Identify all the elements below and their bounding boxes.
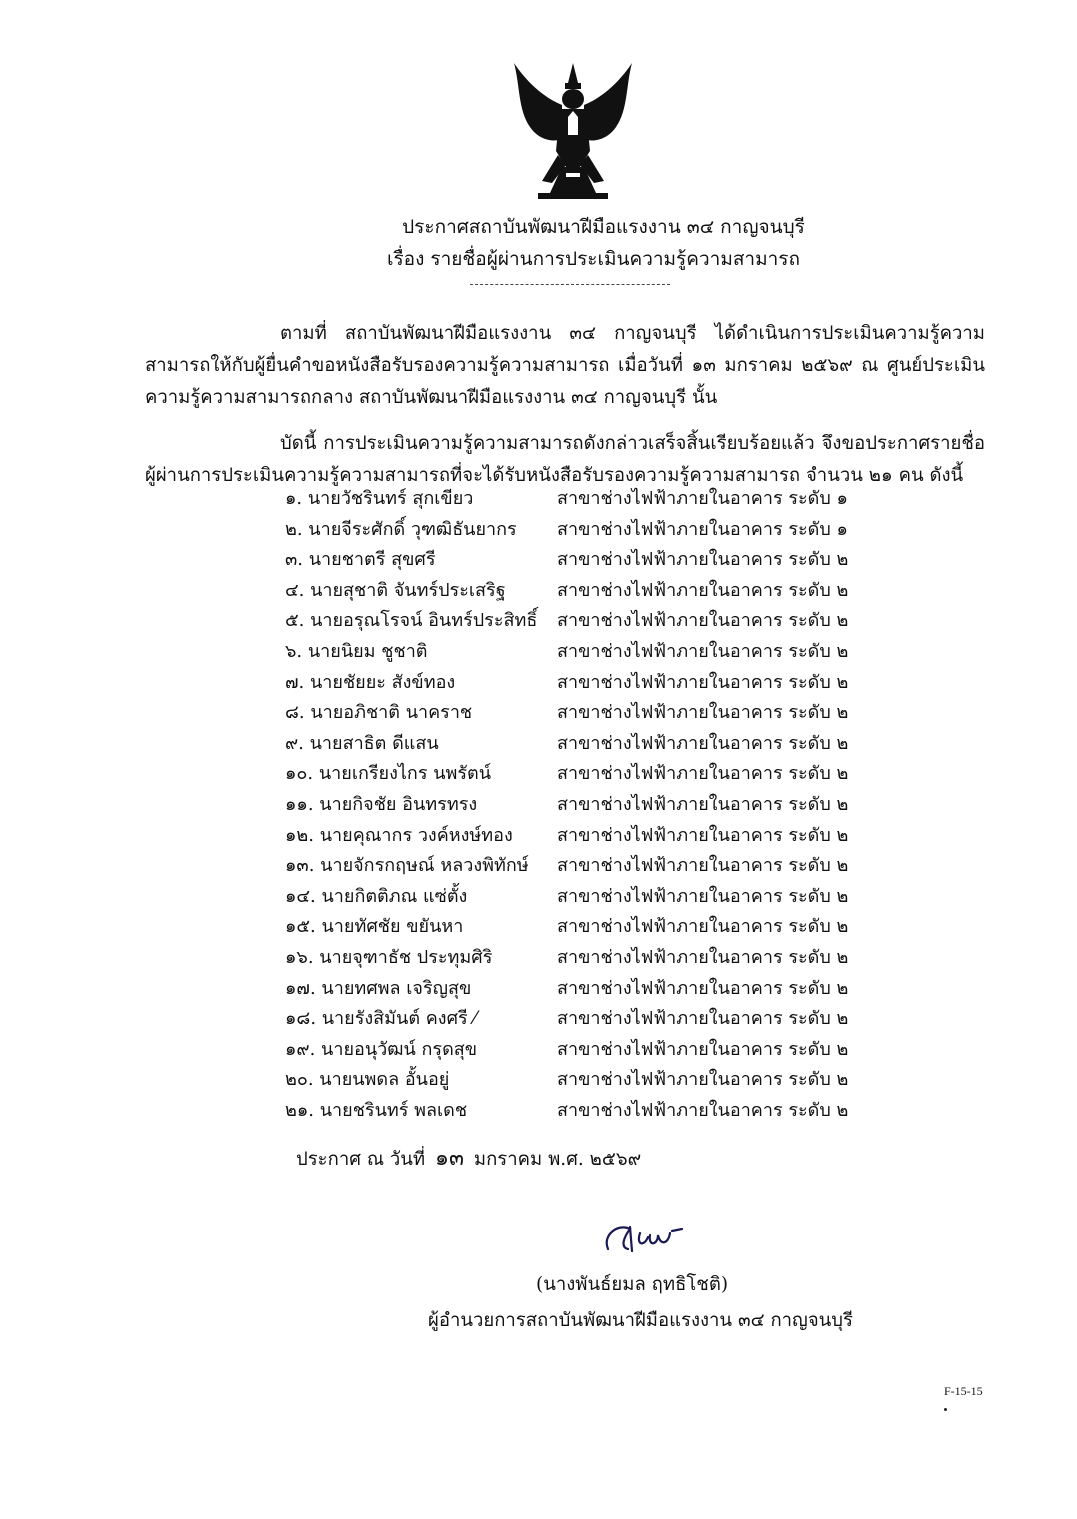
candidate-name: ๑๐. นายเกรียงไกร นพรัตน์	[285, 763, 492, 785]
list-item	[285, 789, 849, 820]
list-item	[285, 667, 849, 698]
document-number: F-15-15	[944, 1384, 983, 1398]
candidate-branch: สาขาช่างไฟฟ้าภายในอาคาร ระดับ ๒	[557, 1099, 849, 1121]
candidate-name: ๑๖. นายจุฑาธัช ประทุมศิริ	[285, 946, 493, 968]
signer-position: ผู้อำนวยการสถาบันพัฒนาฝีมือแรงงาน ๓๔ กาญจนบุรี	[428, 1310, 853, 1331]
list-item	[285, 1034, 849, 1065]
candidate-name: ๒๑. นายชรินทร์ พลเดช	[285, 1099, 468, 1121]
list-item	[285, 881, 849, 912]
candidate-branch: สาขาช่างไฟฟ้าภายในอาคาร ระดับ ๒	[557, 1008, 849, 1030]
candidate-branch: สาขาช่างไฟฟ้าภายในอาคาร ระดับ ๒	[557, 855, 849, 877]
candidate-branch: สาขาช่างไฟฟ้าภายในอาคาร ระดับ ๒	[557, 610, 849, 632]
scan-speck	[944, 1408, 947, 1411]
candidate-name: ๒๐. นายนพดล อั้นอยู่	[285, 1069, 450, 1091]
list-item	[285, 575, 849, 606]
candidate-branch: สาขาช่างไฟฟ้าภายในอาคาร ระดับ ๒	[557, 916, 849, 938]
candidate-name: ๑. นายวัชรินทร์ สุกเขียว	[285, 488, 474, 509]
candidate-name: ๑๒. นายคุณากร วงค์หงษ์ทอง	[285, 824, 513, 846]
candidate-branch: สาขาช่างไฟฟ้าภายในอาคาร ระดับ ๒	[557, 946, 849, 968]
list-item	[285, 605, 849, 636]
announce-suffix: มกราคม พ.ศ. ๒๕๖๙	[473, 1149, 642, 1170]
list-item	[285, 544, 849, 575]
list-item	[285, 1095, 849, 1126]
announcement-subject: เรื่อง รายชื่อผู้ผ่านการประเมินความรู้ความสามารถ	[386, 248, 801, 270]
candidate-name: ๖. นายนิยม ชูชาติ	[285, 640, 428, 662]
garuda-emblem-icon	[508, 55, 638, 205]
candidate-name: ๕. นายอรุณโรจน์ อินทร์ประสิทธิ์	[285, 610, 538, 632]
list-item	[285, 820, 849, 851]
handwritten-signature	[600, 1215, 690, 1260]
list-item	[285, 483, 848, 514]
candidate-name: ๔. นายสุชาติ จันทร์ประเสริฐ	[285, 579, 506, 601]
candidate-branch: สาขาช่างไฟฟ้าภายในอาคาร ระดับ ๒	[557, 1069, 849, 1091]
candidate-branch: สาขาช่างไฟฟ้าภายในอาคาร ระดับ ๒	[557, 885, 849, 907]
candidate-branch: สาขาช่างไฟฟ้าภายในอาคาร ระดับ ๒	[557, 671, 849, 693]
list-item	[285, 728, 849, 759]
signer-name: (นางพันธ์ยมล ฤทธิโชติ)	[536, 1274, 729, 1295]
list-item	[285, 942, 849, 973]
candidate-branch: สาขาช่างไฟฟ้าภายในอาคาร ระดับ ๑	[557, 518, 848, 540]
list-item	[285, 697, 849, 728]
list-item	[285, 1003, 849, 1034]
announcement-date	[296, 1140, 641, 1175]
list-item	[285, 1064, 849, 1095]
list-item	[285, 850, 849, 881]
candidate-branch: สาขาช่างไฟฟ้าภายในอาคาร ระดับ ๒	[557, 824, 849, 846]
announcement-title: ประกาศสถาบันพัฒนาฝีมือแรงงาน ๓๔ กาญจนบุรี	[402, 216, 805, 238]
list-item	[285, 973, 849, 1004]
candidate-name: ๑๗. นายทศพล เจริญสุข	[285, 977, 472, 999]
candidate-name: ๑๓. นายจักรกฤษณ์ หลวงพิทักษ์	[285, 855, 529, 877]
candidate-name: ๑๔. นายกิตติภณ แซ่ตั้ง	[285, 885, 468, 907]
candidate-branch: สาขาช่างไฟฟ้าภายในอาคาร ระดับ ๑	[557, 488, 848, 509]
candidate-name: ๑๘. นายรังสิมันต์ คงศรี ⁄	[285, 1008, 477, 1030]
candidate-branch: สาขาช่างไฟฟ้าภายในอาคาร ระดับ ๒	[557, 702, 849, 724]
candidate-name: ๙. นายสาธิต ดีแสน	[285, 732, 439, 754]
paragraph-result: บัดนี้ การประเมินความรู้ความสามารถดังกล่าวเสร็จสิ้นเรียบร้อยแล้ว จึงขอประกาศรายชื่อผู้ผ่านการประเมินความรู้ความสามารถที่จะได้รับหนังสือรับรองความรู้ความสามารถ จำนวน ๒๑ คน ดังนี้	[145, 433, 985, 486]
candidate-branch: สาขาช่างไฟฟ้าภายในอาคาร ระดับ ๒	[557, 549, 849, 571]
candidate-name: ๑๕. นายทัศชัย ขยันหา	[285, 916, 464, 938]
candidate-name: ๗. นายชัยยะ สังข์ทอง	[285, 671, 456, 693]
announce-prefix: ประกาศ ณ วันที่	[296, 1149, 426, 1170]
candidate-name: ๑๑. นายกิจชัย อินทรทรง	[285, 793, 478, 815]
candidate-name: ๑๙. นายอนุวัฒน์ กรุดสุข	[285, 1038, 478, 1060]
candidate-name: ๘. นายอภิชาติ นาคราช	[285, 702, 473, 724]
candidate-branch: สาขาช่างไฟฟ้าภายในอาคาร ระดับ ๒	[557, 732, 849, 754]
passed-candidates-list	[285, 483, 849, 1125]
candidate-branch: สาขาช่างไฟฟ้าภายในอาคาร ระดับ ๒	[557, 640, 849, 662]
candidate-branch: สาขาช่างไฟฟ้าภายในอาคาร ระดับ ๒	[557, 1038, 849, 1060]
list-item	[285, 911, 849, 942]
candidate-name: ๓. นายชาตรี สุขศรี	[285, 549, 436, 571]
list-item	[285, 514, 848, 545]
list-item	[285, 636, 849, 667]
title-divider	[470, 284, 670, 285]
announce-day: ๑๓	[435, 1146, 465, 1171]
candidate-branch: สาขาช่างไฟฟ้าภายในอาคาร ระดับ ๒	[557, 977, 849, 999]
paragraph-intro: ตามที่ สถาบันพัฒนาฝีมือแรงงาน ๓๔ กาญจนบุรี ได้ดำเนินการประเมินความรู้ความสามารถให้กับผู้ยื่นคำขอหนังสือรับรองความรู้ความสามารถ เมื่อวันที่ ๑๓ มกราคม ๒๕๖๙ ณ ศูนย์ประเมินความรู้ความสามารถกลาง สถาบันพัฒนาฝีมือแรงงาน ๓๔ กาญจนบุรี นั้น	[145, 323, 985, 408]
candidate-name: ๒. นายจีระศักดิ์ วุฑฒิธันยากร	[285, 518, 517, 540]
candidate-branch: สาขาช่างไฟฟ้าภายในอาคาร ระดับ ๒	[557, 579, 849, 601]
list-item	[285, 758, 849, 789]
candidate-branch: สาขาช่างไฟฟ้าภายในอาคาร ระดับ ๒	[557, 763, 849, 785]
candidate-branch: สาขาช่างไฟฟ้าภายในอาคาร ระดับ ๒	[557, 793, 849, 815]
